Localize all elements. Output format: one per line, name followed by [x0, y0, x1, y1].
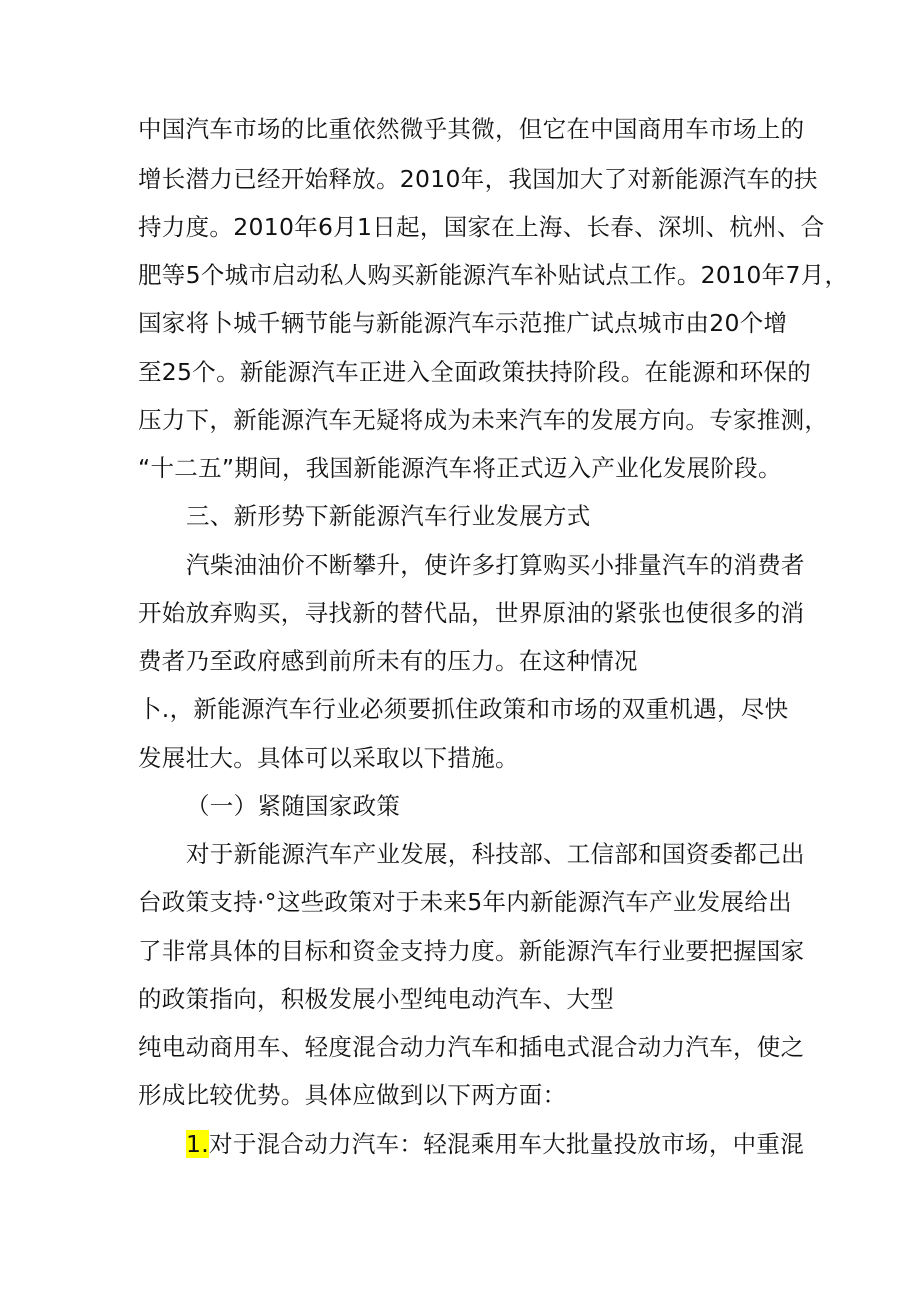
paragraph-line: 开始放弃购买，寻找新的替代品，世界原油的紧张也使很多的消 — [138, 599, 805, 627]
section-heading: 三、新形势下新能源汽车行业发展方式 — [186, 502, 591, 530]
paragraph-line: 的政策指向，积极发展小型纯电动汽车、大型 — [138, 985, 614, 1013]
paragraph-line: 国家将卜城千辆节能与新能源汽车示范推广试点城市由20个增 — [138, 309, 788, 337]
list-item-text: 对于混合动力汽车：轻混乘用车大批量投放市场，中重混 — [209, 1130, 805, 1158]
paragraph-line: 肥等5个城市启动私人购买新能源汽车补贴试点工作。2010年7月， — [138, 261, 849, 289]
paragraph-line: “十二五”期间，我国新能源汽车将正式迈入产业化发展阶段。 — [138, 454, 782, 482]
subsection-heading: （一）紧随国家政策 — [186, 792, 401, 820]
paragraph-line: 中国汽车市场的比重依然微乎其微，但它在中国商用车市场上的 — [138, 115, 805, 143]
paragraph-line: 纯电动商用车、轻度混合动力汽车和插电式混合动力汽车，使之 — [138, 1033, 805, 1061]
paragraph-line: 费者乃至政府感到前所未有的压力。在这种情况 — [138, 647, 638, 675]
paragraph-line: 台政策支持·°这些政策对于未来5年内新能源汽车产业发展给出 — [138, 888, 792, 916]
paragraph-line: 至25个。新能源汽车正进入全面政策扶持阶段。在能源和环保的 — [138, 358, 812, 386]
paragraph-line: 对于新能源汽车产业发展，科技部、工信部和国资委都己出 — [186, 840, 805, 868]
paragraph-line: 形成比较优势。具体应做到以下两方面： — [138, 1081, 567, 1109]
paragraph-line: 汽柴油油价不断攀升，使许多打算购买小排量汽车的消费者 — [186, 551, 805, 579]
paragraph-line: 了非常具体的目标和资金支持力度。新能源汽车行业要把握国家 — [138, 937, 805, 965]
list-item — [186, 1129, 804, 1159]
paragraph-line: 持力度。2010年6月1日起，国家在上海、长春、深圳、杭州、合 — [138, 213, 825, 241]
list-marker-highlight: 1. — [186, 1130, 210, 1158]
paragraph-line: 发展壮大。具体可以采取以下措施。 — [138, 744, 519, 772]
paragraph-line: 增长潜力已经开始释放。2010年，我国加大了对新能源汽车的扶 — [138, 165, 818, 193]
paragraph-line: 卜.，新能源汽车行业必须要抓住政策和市场的双重机遇，尽快 — [138, 695, 789, 723]
paragraph-line: 压力下，新能源汽车无疑将成为未来汽车的发展方向。专家推测， — [138, 406, 829, 434]
